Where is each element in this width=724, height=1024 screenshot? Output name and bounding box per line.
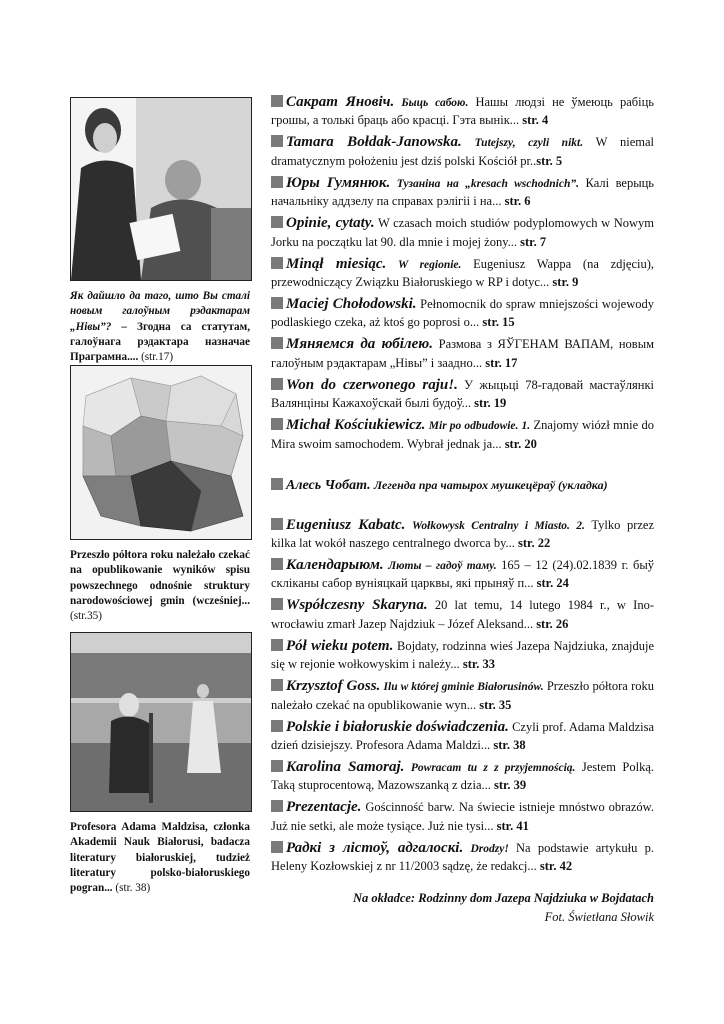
entry-subtitle: Ilu w której gminie Białorusinów.	[383, 681, 544, 694]
entry-text: У жыцьці 78-гадовай мастаўлянкі Валянціны Кажахоўскай былі будоў	[271, 377, 655, 411]
toc-entry[interactable]	[271, 132, 654, 169]
entry-dots: ...	[492, 194, 502, 209]
entry-subtitle: Mir po odbudowie. 1.	[428, 420, 531, 433]
toc-entry[interactable]	[271, 757, 654, 794]
entry-text: Размова з ЯЎГЕНАМ ВАПАМ, новым галоўным рэдактарам „Нівы” і заадно	[271, 337, 655, 370]
entry-author: Opinie, cytaty.	[286, 215, 375, 232]
toc-entry[interactable]	[271, 595, 654, 632]
toc-entry[interactable]	[271, 636, 654, 673]
entry-text: Jestem Polką. Taką stuprocentową, Mazowszanką z dzia	[271, 759, 654, 793]
cover-label: Na okładce: Rodzinny dom Jazepa Najdziuka w Bojdatach	[352, 891, 654, 906]
entry-subtitle: Быць сабою.	[401, 97, 469, 109]
caption-map-page: (str.35)	[70, 610, 103, 623]
caption-maldzis	[70, 820, 250, 897]
entry-subtitle: Powracam tu z z przyjemnością.	[410, 761, 576, 774]
entry-page: str. 22	[518, 535, 551, 550]
entry-text: W czasach moich studiów podyplomowych w Nowym Jorku na początku lat 90. dla mnie i mojej żony	[271, 216, 655, 249]
bullet-square-icon	[271, 639, 283, 651]
bullet-square-icon	[271, 598, 283, 610]
entry-dots: ...	[507, 234, 518, 249]
entry-page: str. 15	[482, 315, 515, 330]
entry-page: str. 35	[479, 697, 512, 712]
entry-dots: ...	[509, 113, 520, 128]
entry-author: Prezentacje.	[286, 799, 362, 816]
entry-text: 165 – 12 (24).02.1839 г. быў скліканы сабор вуніяцкай царквы, які прыняў п	[271, 557, 655, 591]
entry-subtitle: Тузаніна на „kresach wschodnich”.	[396, 177, 579, 190]
bullet-square-icon	[271, 760, 283, 772]
entry-subtitle: Wołkowysk Centralny i Miasto. 2.	[412, 519, 585, 532]
bullet-square-icon	[271, 518, 283, 530]
entry-dots: ...	[505, 535, 515, 550]
entry-page: str. 9	[552, 274, 579, 289]
entry-dots: ...	[523, 616, 534, 631]
entry-author: Алесь Чобат.	[286, 477, 371, 493]
bullet-square-icon	[271, 176, 283, 188]
entry-text: Na podstawie artykułu p. Heleny Kozłowskiej z nr 11/2003 sądzę, że redakcj	[271, 840, 655, 874]
entry-page: str. 5	[536, 153, 563, 168]
entry-author: Мяняемся да юбілею.	[286, 336, 433, 353]
bullet-square-icon	[271, 679, 283, 691]
entry-dots: ...	[492, 436, 502, 451]
entry-dots: ...	[481, 778, 491, 793]
entry-page: str. 41	[496, 818, 529, 833]
entry-page: str. 20	[504, 436, 537, 451]
entry-page: str. 24	[536, 576, 569, 591]
caption-map-text: Przeszło półtora roku należało czekać na opublikowanie wyników spisu powszechnego odnośnie struktury narodowościowej gmin (wcześniej...	[70, 549, 250, 608]
entry-author: Maciej Chołodowski.	[286, 295, 417, 312]
entry-author: Polskie i białoruskie doświadczenia.	[286, 718, 509, 735]
entry-subtitle: Люты – гадоў таму.	[388, 559, 497, 572]
separator	[271, 456, 654, 476]
entry-text: Przeszło półtora roku należało czekać na opublikowanie wyn	[271, 679, 654, 712]
entry-subtitle: Tutejszy, czyli nikt.	[474, 137, 584, 150]
entry-subtitle: W regionie.	[398, 258, 462, 271]
bullet-square-icon	[271, 297, 283, 309]
entry-text: Калі верыць начальніку аддзелу па справах рэлігіі і на	[271, 175, 654, 209]
toc-entry[interactable]	[271, 294, 654, 331]
entry-author: Юры Гумянюк.	[286, 174, 391, 191]
entry-text: W niemal dramatycznym położeniu jest dziś polski Kościół pr..	[271, 135, 654, 168]
entry-author: Krzysztof Goss.	[286, 678, 381, 695]
left-column	[70, 97, 250, 897]
toc-entry[interactable]	[271, 415, 654, 452]
entry-subtitle: Drodzy!	[470, 842, 509, 855]
entry-author: Радкі з лістоў, адгалоскі.	[286, 839, 464, 856]
map-image	[71, 366, 251, 539]
caption-editors-page: (str.17)	[141, 351, 174, 364]
bullet-square-icon	[271, 478, 283, 490]
entry-page: str. 17	[485, 355, 518, 370]
toc-entry[interactable]	[271, 797, 654, 834]
photo-editors-image	[71, 98, 251, 280]
entry-page: str. 7	[520, 234, 547, 249]
entry-dots: ...	[524, 576, 534, 591]
entry-author: Won do czerwonego raju!.	[286, 376, 458, 393]
bullet-square-icon	[271, 95, 283, 107]
caption-editors-text: – Згодна са статутам, галоўнага рэдактара назначае Праграмна....	[70, 320, 250, 364]
toc-entry[interactable]	[271, 676, 654, 713]
entry-author: Pół wieku potem.	[286, 637, 394, 654]
entry-page: str. 19	[474, 396, 507, 411]
entry-dots: ...	[469, 315, 480, 330]
entry-dots: ...	[484, 818, 494, 833]
entry-text: Gościnność barw. Na świecie istnieje mnóstwo obrazów. Już nie setki, ale może tysiące. Już nie tysi	[271, 800, 654, 833]
toc-entry[interactable]	[271, 92, 654, 129]
entry-dots: ...	[527, 859, 537, 874]
toc-entry[interactable]	[271, 334, 654, 371]
entry-author: Współczesny Skaryna.	[286, 597, 428, 614]
toc-entry[interactable]	[271, 254, 654, 291]
entry-text: Легенда пра чатырох мушкецёраў (укладка)	[373, 477, 608, 492]
entry-page: str. 4	[522, 113, 549, 128]
bullet-square-icon	[271, 216, 283, 228]
map-figure	[70, 365, 252, 540]
entry-text: Нашы людзі не ўмеюць рабіць грошы, а толькі браць або красці. Гэта вынік	[271, 95, 654, 128]
entry-text: Bojdaty, rodzinna wieś Jazepa Najdziuka, znajduje się w rejonie wołkowyskim i należy	[271, 638, 654, 672]
toc-entry[interactable]	[271, 717, 654, 754]
toc-special-entry[interactable]	[271, 476, 654, 495]
entry-text: Tylko przez kilka lat wokół naszego centralnego dworca by	[271, 517, 654, 550]
entry-page: str. 38	[493, 737, 526, 752]
bullet-square-icon	[271, 558, 283, 570]
toc-entry[interactable]	[271, 173, 654, 210]
photo-maldzis	[70, 632, 252, 812]
entry-author: Minął miesiąc.	[286, 255, 387, 272]
cover-note	[271, 889, 654, 928]
photo-maldzis-image	[71, 633, 251, 811]
entry-author: Karolina Samoraj.	[286, 758, 405, 775]
table-of-contents	[271, 92, 654, 928]
entry-text: Czyli prof. Adama Maldzisa dzień dzisiejszy. Profesora Adama Maldzi	[271, 719, 655, 752]
entry-text: Pełnomocnik do spraw mniejszości wojewody podlaskiego czeka, aż ktoś go poprosi o	[271, 296, 655, 330]
toc-list-1	[271, 92, 654, 453]
entry-author: Сакрат Яновіч.	[286, 94, 395, 110]
entry-text: Eugeniusz Wappa (na zdjęciu), przewodniczący Związku Białoruskiego w RP i dotyc	[271, 256, 654, 289]
entry-page: str. 6	[504, 194, 531, 209]
toc-list-2	[271, 515, 654, 876]
entry-text: Znajomy wiózł mnie do Mira swoim samochodem. Wybrał jednak ja	[271, 418, 655, 451]
toc-entry[interactable]	[271, 555, 654, 592]
photo-editors	[70, 97, 252, 281]
toc-entry[interactable]	[271, 838, 654, 875]
bullet-square-icon	[271, 841, 283, 853]
caption-editors	[70, 289, 250, 365]
toc-entry[interactable]	[271, 375, 654, 412]
separator	[271, 498, 654, 515]
bullet-square-icon	[271, 720, 283, 732]
bullet-square-icon	[271, 418, 283, 430]
entry-dots: ...	[450, 657, 460, 672]
bullet-square-icon	[271, 135, 283, 147]
entry-author: Календарыюм.	[286, 556, 384, 573]
bullet-square-icon	[271, 378, 283, 390]
entry-page: str. 26	[536, 616, 569, 631]
bullet-square-icon	[271, 257, 283, 269]
caption-map	[70, 548, 250, 632]
entry-dots: ...	[466, 697, 477, 712]
entry-text: 20 lat temu, 14 lutego 1984 r., w Inowrocławiu zmarł Jazep Najdziuk – Józef Aleksand	[271, 598, 654, 631]
caption-maldzis-text: Profesora Adama Maldzisa, członka Akademii Nauk Białorusi, badacza literatury białoruskiej, tudzież literatury polsko-białoruskiego pogran...	[70, 821, 250, 895]
entry-dots: ...	[480, 737, 491, 752]
entry-author: Eugeniusz Kabatc.	[286, 516, 406, 533]
toc-entry[interactable]	[271, 515, 654, 552]
entry-page: str. 42	[539, 859, 573, 874]
entry-author: Michał Kościukiewicz.	[286, 417, 426, 434]
bullet-square-icon	[271, 337, 283, 349]
entry-dots: ...	[472, 355, 483, 370]
entry-page: str. 39	[494, 778, 527, 793]
toc-entry[interactable]	[271, 213, 654, 250]
entry-page: str. 33	[462, 657, 496, 672]
cover-photo-credit: Fot. Świetłana Słowik	[544, 910, 654, 925]
caption-maldzis-page: (str. 38)	[115, 882, 151, 895]
entry-dots: ...	[539, 274, 550, 289]
entry-author: Tamara Bołdak-Janowska.	[286, 134, 462, 151]
bullet-square-icon	[271, 800, 283, 812]
caption-editors-question: Як дайшло да таго, што Вы сталі новым галоўным рэдактарам „Нівы”?	[70, 290, 250, 333]
entry-dots: ...	[461, 396, 471, 411]
